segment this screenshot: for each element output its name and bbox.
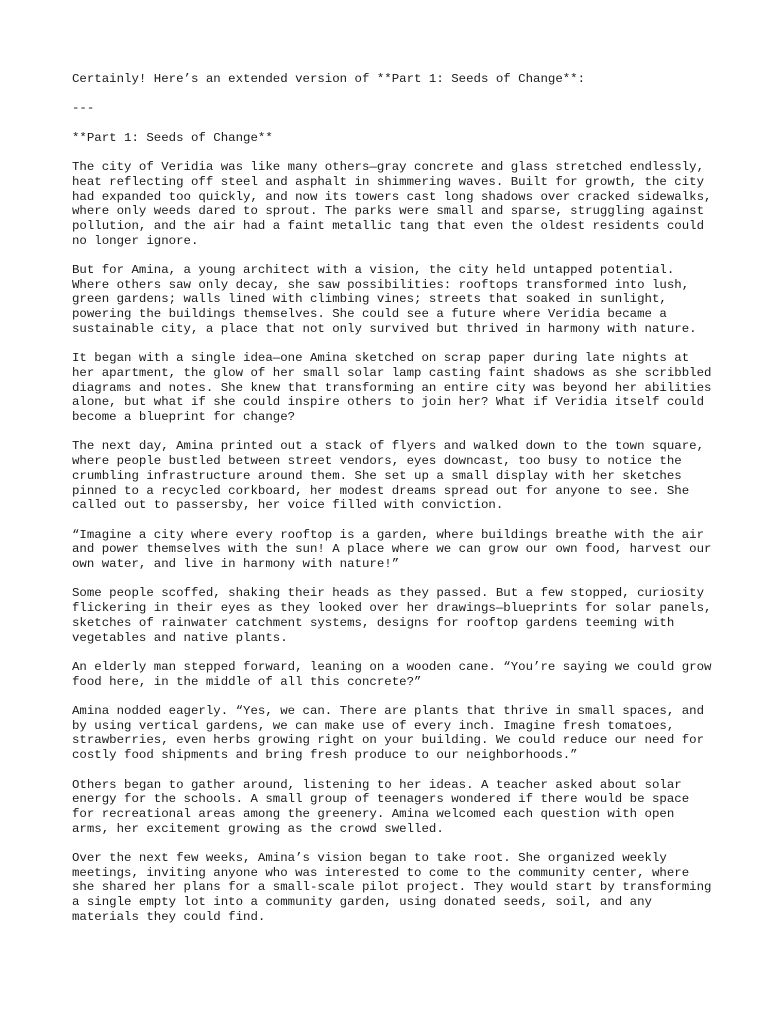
- separator-line: ---: [72, 101, 95, 116]
- intro-line: Certainly! Here’s an extended version of **Part 1: Seeds of Change**:: [72, 72, 586, 86]
- paragraph: Amina nodded eagerly. “Yes, we can. There are plants that thrive in small spaces, and by using vertical gardens, we can make use of every inch. Imagine fresh tomatoes, strawberries, even herbs growing right on your building. We could reduce our need for costly food shipments and bring fresh produce to our neighborhoods.”: [72, 704, 712, 763]
- section-heading: **Part 1: Seeds of Change**: [72, 130, 273, 145]
- document-page: [72, 72, 719, 939]
- paragraph: An elderly man stepped forward, leaning on a wooden cane. “You’re saying we could grow food here, in the middle of all this concrete?”: [72, 659, 719, 689]
- paragraph: Some people scoffed, shaking their heads as they passed. But a few stopped, curiosity flickering in their eyes as they looked over her drawings—blueprints for solar panels, sketches of rainwater catchment systems, designs for rooftop gardens teeming with vegetables and native plants.: [72, 586, 719, 645]
- paragraph: Over the next few weeks, Amina’s vision began to take root. She organized weekly meetings, inviting anyone who was interested to come to the community center, where she shared her plans for a small-scale pilot project. They would start by transforming a single empty lot into a community garden, using donated seeds, soil, and any materials they could find.: [72, 851, 719, 924]
- paragraph: The next day, Amina printed out a stack of flyers and walked down to the town square, where people bustled between street vendors, eyes downcast, too busy to notice the crumbling infrastructure around them. She set up a small display with her sketches pinned to a recycled corkboard, her modest dreams spread out for anyone to see. She called out to passersby, her voice filled with conviction.: [72, 439, 712, 513]
- paragraph: It began with a single idea—one Amina sketched on scrap paper during late nights at her apartment, the glow of her small solar lamp casting faint shadows as she scribbled diagrams and notes. She knew that transforming an entire city was beyond her abilities alone, but what if she could inspire others to join her? What if Veridia itself could become a blueprint for change?: [72, 351, 719, 425]
- paragraph: “Imagine a city where every rooftop is a garden, where buildings breathe with the air and power themselves with the sun! A place where we can grow our own food, harvest our own water, and live in harmony with nature!”: [72, 527, 719, 572]
- paragraph: But for Amina, a young architect with a vision, the city held untapped potential. Where others saw only decay, she saw possibilities: rooftops transformed into lush, green gardens; walls lined with climbing vines; streets that soaked in sunlight, powering the buildings themselves. She could see a future where Veridia became a sustainable city, a place that not only survived but thrived in harmony with nature.: [72, 263, 697, 336]
- paragraph: The city of Veridia was like many others—gray concrete and glass stretched endlessly, heat reflecting off steel and asphalt in shimmering waves. Built for growth, the city had expanded too quickly, and now its towers cast long shadows over cracked sidewalks, where only weeds dared to sprout. The parks were small and sparse, struggling against pollution, and the air had a faint metallic tang that even the oldest residents could no longer ignore.: [72, 160, 719, 248]
- paragraph: Others began to gather around, listening to her ideas. A teacher asked about solar energy for the schools. A small group of teenagers wondered if there would be space for recreational areas among the greenery. Amina welcomed each question with open arms, her excitement growing as the crowd swelled.: [72, 777, 697, 836]
